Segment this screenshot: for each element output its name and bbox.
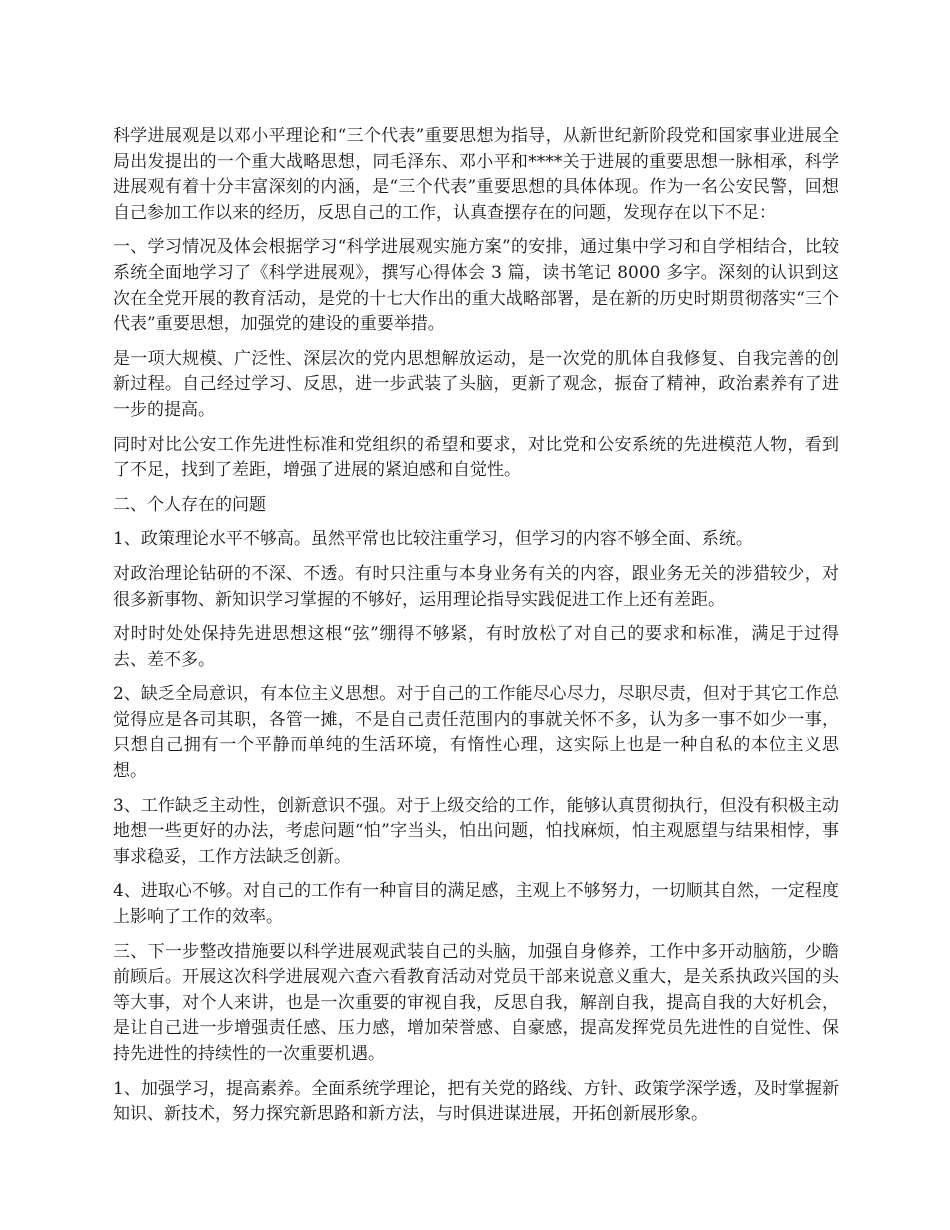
problem-item-3: 3、工作缺乏主动性，创新意识不强。对于上级交给的工作，能够认真贯彻执行，但没有积极主动地想一些更好的办法，考虑问题“怕”字当头，怕出问题，怕找麻烦，怕主观愿望与结果相悖，事事求稳妥，工作方法缺乏创新。 [113,795,839,867]
intro-paragraph: 科学进展观是以邓小平理论和“三个代表”重要思想为指导，从新世纪新阶段党和国家事业进展全局出发提出的一个重大战略思想，同毛泽东、邓小平和****关于进展的重要思想一脉相承，科学进展观有着十分丰富深刻的内涵，是“三个代表”重要思想的具体体现。作为一名公安民警，回想自己参加工作以来的经历，反思自己的工作，认真查摆存在的问题，发现存在以下不足： [113,126,839,223]
body-paragraph: 是一项大规模、广泛性、深层次的党内思想解放运动，是一次党的肌体自我修复、自我完善的创新过程。自己经过学习、反思，进一步武装了头脑，更新了观念，振奋了精神，政治素养有了进一步的提高。 [113,348,839,420]
body-paragraph: 同时对比公安工作先进性标准和党组织的希望和要求，对比党和公安系统的先进模范人物，看到了不足，找到了差距，增强了进展的紧迫感和自觉性。 [113,434,839,481]
measure-item-1: 1、加强学习，提高素养。全面系统学理论，把有关党的路线、方针、政策学深学透，及时掌握新知识、新技术，努力探究新思路和新方法，与时俱进谋进展，开拓创新展形象。 [113,1078,839,1125]
problem-item-4: 4、进取心不够。对自己的工作有一种盲目的满足感，主观上不够努力，一切顺其自然，一定程度上影响了工作的效率。 [113,881,839,928]
section-two-heading: 二、个人存在的问题 [113,494,266,515]
problem-item-1: 1、政策理论水平不够高。虽然平常也比较注重学习，但学习的内容不够全面、系统。 [113,529,753,550]
body-paragraph: 对时时处处保持先进思想这根“弦”绷得不够紧，有时放松了对自己的要求和标准，满足于过得去、差不多。 [113,624,839,670]
problem-item-2: 2、缺乏全局意识，有本位主义思想。对于自己的工作能尽心尽力，尽职尽责，但对于其它工作总觉得应是各司其职，各管一摊，不是自己责任范围内的事就关怀不多，认为多一事不如少一事，只想自己拥有一个平静而单纯的生活环境，有惰性心理，这实际上也是一种自私的本位主义思想。 [113,684,839,782]
body-paragraph: 对政治理论钻研的不深、不透。有时只注重与本身业务有关的内容，跟业务无关的涉猎较少，对很多新事物、新知识学习掌握的不够好，运用理论指导实践促进工作上还有差距。 [113,563,839,610]
section-one-paragraph: 一、学习情况及体会根据学习“科学进展观实施方案”的安排，通过集中学习和自学相结合，比较系统全面地学习了《科学进展观》，撰写心得体会 3 篇，读书笔记 8000 多字。深刻的认识到这次在全党开展的教育活动，是党的十七大作出的重大战略部署，是在新的历史时期贯彻落实“三个代表”重要思想，加强党的建设的重要举措。 [113,237,839,335]
section-three-paragraph: 三、下一步整改措施要以科学进展观武装自己的头脑，加强自身修养，工作中多开动脑筋，少瞻前顾后。开展这次科学进展观六查六看教育活动对党员干部来说意义重大，是关系执政兴国的头等大事，对个人来讲，也是一次重要的审视自我，反思自我，解剖自我，提高自我的大好机会，是让自己进一步增强责任感、压力感，增加荣誉感、自豪感，提高发挥党员先进性的自觉性、保持先进性的持续性的一次重要机遇。 [113,941,839,1064]
document-body [113,124,839,1137]
